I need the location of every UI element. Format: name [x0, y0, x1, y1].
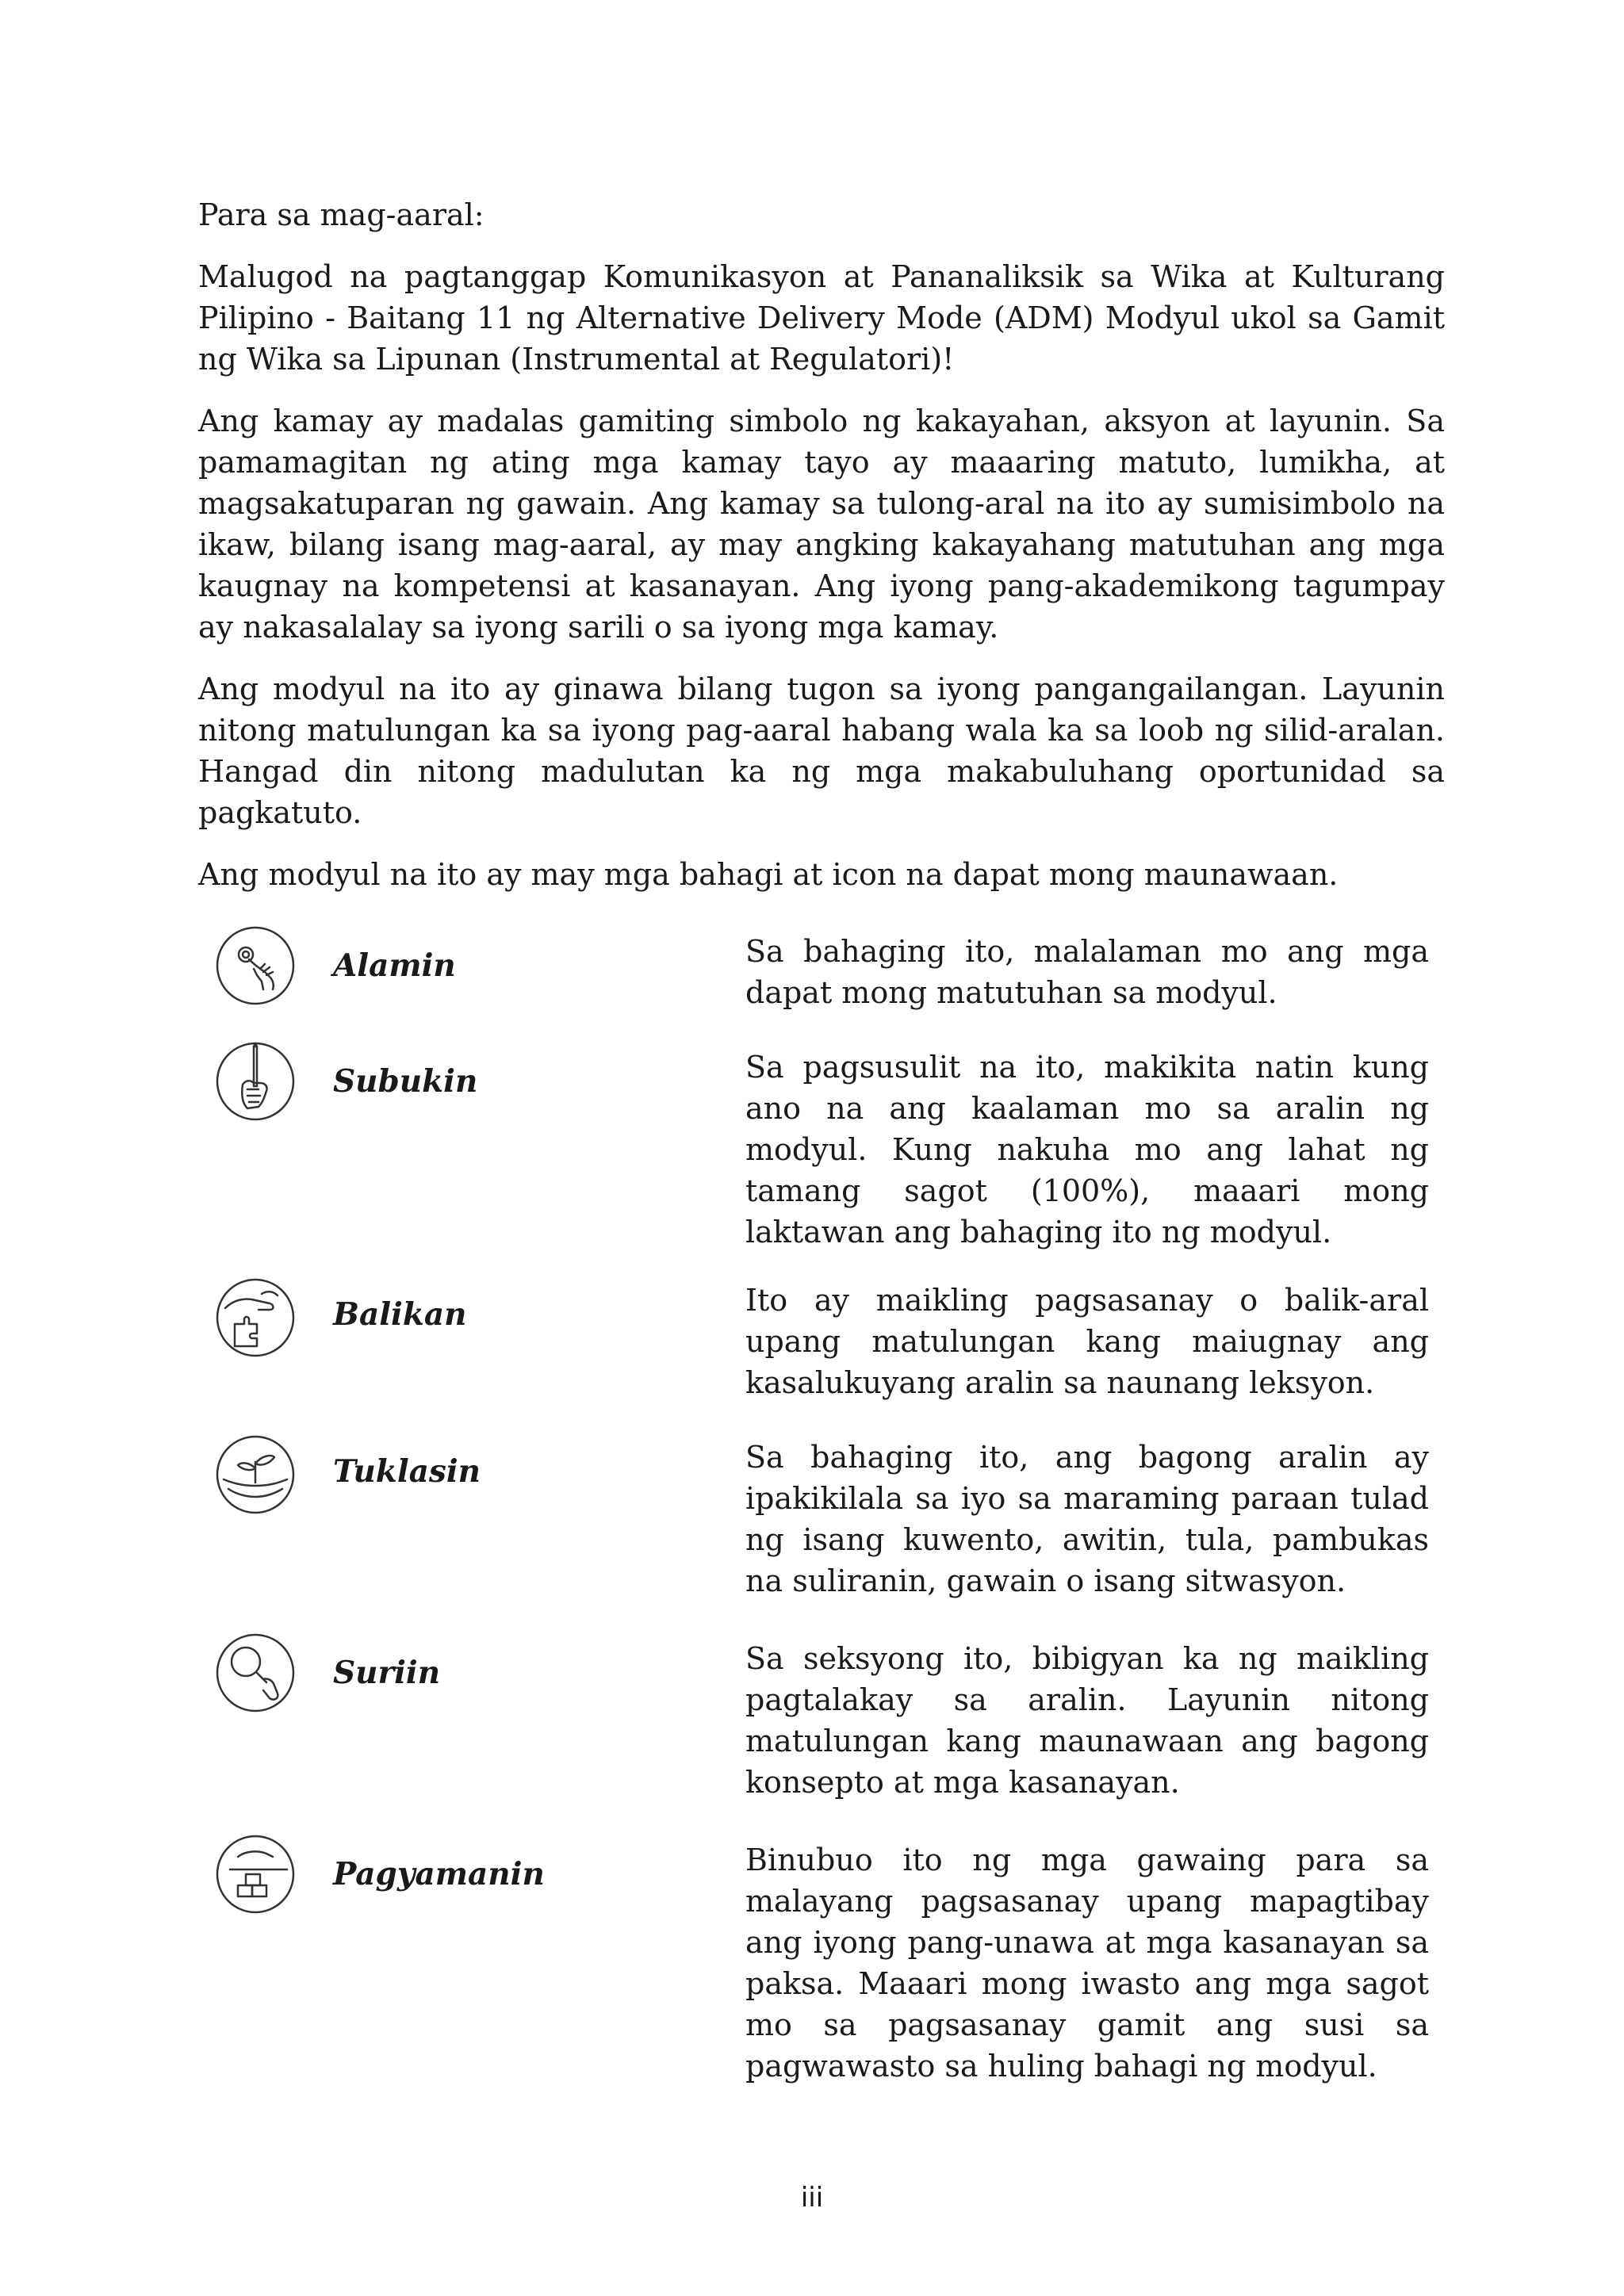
- section-title-subukin: Subukin: [333, 1063, 478, 1100]
- section-desc-pagyamanin: Binubuo ito ng mga gawaing para sa malayang pagsasanay upang mapagtibay ang iyong pang-unawa at mga kasanayan sa paksa. Maaari mong iwasto ang mga sagot mo sa pagsasanay gamit ang susi sa pagwawasto sa huling bahagi ng modyul.: [745, 1843, 1429, 2084]
- pointing-hand-icon: [214, 924, 297, 1007]
- section-title-alamin: Alamin: [333, 947, 456, 984]
- section-title-tuklasin: Tuklasin: [333, 1453, 481, 1490]
- greeting: Para sa mag-aaral:: [198, 197, 485, 232]
- section-title-balikan: Balikan: [333, 1296, 467, 1333]
- magnifying-glass-hand-icon: [214, 1632, 297, 1714]
- paragraph-module-purpose: Ang modyul na ito ay ginawa bilang tugon sa iyong pangangailangan. Layunin nitong matulungan ka sa iyong pag-aaral habang wala ka sa loob ng silid-aralan. Hangad din nitong madulutan ka ng mga makabuluhang oportunidad sa pagkatuto.: [198, 672, 1445, 830]
- paragraph-hand-symbol: Ang kamay ay madalas gamiting simbolo ng kakayahan, aksyon at layunin. Sa pamamagitan ng ating mga kamay tayo ay maaaring matuto, lumikha, at magsakatuparan ng gawain. Ang kamay sa tulong-aral na ito ay sumisimbolo na ikaw, bilang isang mag-aaral, ay may angking kakayahang matutuhan ang mga kaugnay na kompetensi at kasanayan. Ang iyong pang-akademikong tagumpay ay nakasalalay sa iyong sarili o sa iyong mga kamay.: [198, 404, 1445, 645]
- section-desc-tuklasin: Sa bahaging ito, ang bagong aralin ay ipakikilala sa iyo sa maraming paraan tulad ng isang kuwento, awitin, tula, pambukas na suliranin, gawain o isang sitwasyon.: [745, 1440, 1429, 1598]
- sections-intro: Ang modyul na ito ay may mga bahagi at icon na dapat mong maunawaan.: [198, 857, 1339, 892]
- hands-seedling-icon: [214, 1433, 297, 1516]
- page-content: [198, 194, 1445, 914]
- hand-stacking-blocks-icon: [214, 1833, 297, 1915]
- paragraph-welcome: Malugod na pagtanggap Komunikasyon at Pananaliksik sa Wika at Kulturang Pilipino - Baitang 11 ng Alternative Delivery Mode (ADM) Modyul ukol sa Gamit ng Wika sa Lipunan (Instrumental at Regulatori)!: [198, 259, 1445, 377]
- hand-holding-pencil-icon: [214, 1040, 297, 1123]
- section-desc-suriin: Sa seksyong ito, bibigyan ka ng maikling pagtalakay sa aralin. Layunin nitong matulungan kang maunawaan ang bagong konsepto at mga kasanayan.: [745, 1641, 1429, 1800]
- section-desc-subukin: Sa pagsusulit na ito, makikita natin kung ano na ang kaalaman mo sa aralin ng modyul. Kung nakuha mo ang lahat ng tamang sagot (100%), maaari mong laktawan ang bahaging ito ng modyul.: [745, 1050, 1429, 1249]
- page-number: iii: [800, 2182, 824, 2214]
- hands-puzzle-icon: [214, 1276, 297, 1359]
- section-desc-alamin: Sa bahaging ito, malalaman mo ang mga dapat mong matutuhan sa modyul.: [745, 934, 1429, 1010]
- section-desc-balikan: Ito ay maikling pagsasanay o balik-aral upang matulungan kang maiugnay ang kasalukuyang aralin sa naunang leksyon.: [745, 1283, 1429, 1400]
- section-title-suriin: Suriin: [333, 1655, 441, 1691]
- section-title-pagyamanin: Pagyamanin: [333, 1856, 545, 1892]
